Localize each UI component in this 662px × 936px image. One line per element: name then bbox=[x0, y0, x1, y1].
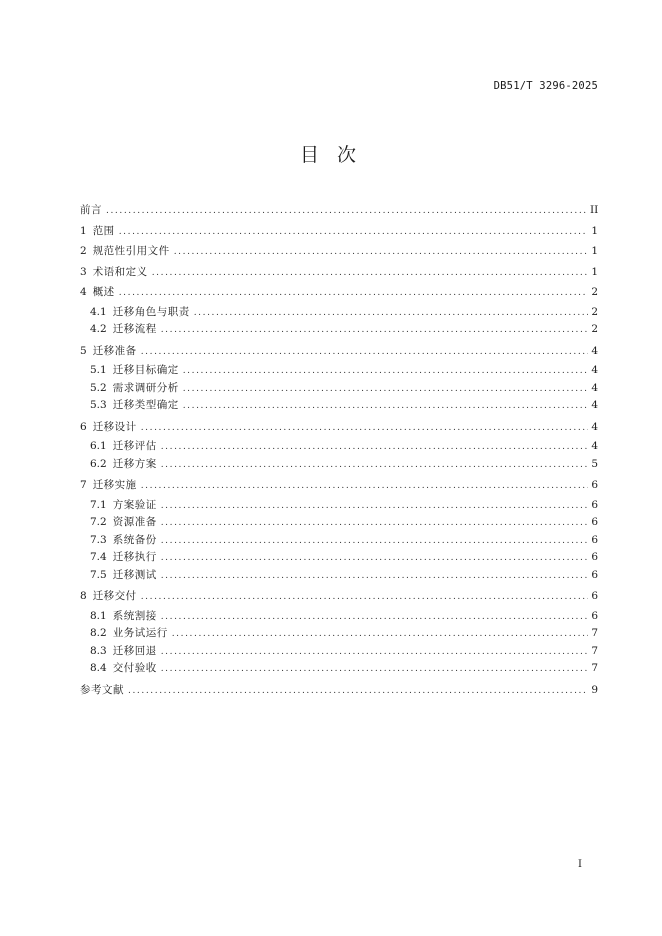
toc-entry-label: 前言 bbox=[80, 204, 102, 216]
toc-entry-page-number: 7 bbox=[591, 644, 598, 657]
toc-dot-leader bbox=[172, 626, 588, 644]
toc-entry-page-number: 6 bbox=[591, 533, 598, 546]
toc-entry-page-number: 4 bbox=[591, 440, 598, 452]
toc-entry-number: 2 bbox=[80, 245, 87, 257]
toc-entry[interactable] bbox=[80, 200, 598, 221]
toc-dot-leader bbox=[194, 305, 588, 323]
toc-entry[interactable] bbox=[80, 262, 598, 283]
toc-entry-label: 系统备份 bbox=[112, 533, 157, 546]
toc-entry[interactable] bbox=[80, 438, 598, 456]
toc-entry[interactable] bbox=[80, 680, 598, 701]
toc-entry-label: 方案验证 bbox=[112, 498, 157, 511]
toc-entry-number: 4 bbox=[80, 286, 87, 298]
toc-entry-page-number: 6 bbox=[591, 516, 598, 528]
toc-dot-leader bbox=[161, 498, 588, 516]
toc-entry[interactable] bbox=[80, 304, 598, 322]
toc-entry-label: 需求调研分析 bbox=[112, 381, 179, 394]
toc-entry[interactable] bbox=[80, 380, 598, 398]
toc-entry-label: 参考文献 bbox=[80, 683, 124, 696]
toc-entry-page-number: 2 bbox=[591, 286, 598, 298]
toc-entry-label: 规范性引用文件 bbox=[92, 245, 170, 257]
toc-entry-label: 迁移回退 bbox=[112, 644, 157, 657]
toc-dot-leader bbox=[141, 587, 588, 608]
toc-dot-leader bbox=[106, 201, 588, 222]
toc-dot-leader bbox=[183, 363, 588, 381]
toc-dot-leader bbox=[161, 457, 588, 475]
toc-entry-page-number: 4 bbox=[591, 381, 598, 394]
toc-entry-label: 交付验收 bbox=[112, 662, 157, 674]
toc-dot-leader bbox=[161, 322, 588, 340]
toc-entry-page-number: 9 bbox=[591, 683, 598, 696]
toc-entry-label: 迁移准备 bbox=[92, 344, 137, 357]
toc-entry-number: 8.1 bbox=[90, 609, 107, 622]
toc-entry-number: 4.1 bbox=[90, 305, 107, 318]
toc-entry-number: 8.2 bbox=[90, 627, 107, 639]
toc-entry-label: 迁移评估 bbox=[112, 440, 157, 452]
toc-entry[interactable] bbox=[80, 549, 598, 567]
toc-entry-page-number: 6 bbox=[591, 609, 598, 622]
toc-entry-page-number: II bbox=[590, 204, 599, 216]
toc-dot-leader bbox=[161, 550, 588, 568]
toc-entry-number: 8.3 bbox=[90, 644, 107, 657]
toc-entry-label: 业务试运行 bbox=[112, 627, 168, 639]
toc-entry-number: 3 bbox=[80, 265, 87, 278]
toc-dot-leader bbox=[161, 533, 588, 551]
toc-dot-leader bbox=[119, 283, 588, 304]
toc-entry-number: 5.3 bbox=[90, 399, 107, 411]
toc-entry-page-number: 7 bbox=[591, 662, 598, 674]
toc-dot-leader bbox=[141, 418, 588, 439]
toc-entry-page-number: 4 bbox=[591, 420, 598, 433]
toc-entry-page-number: 1 bbox=[591, 245, 598, 257]
toc-dot-leader bbox=[128, 681, 588, 702]
toc-entry[interactable] bbox=[80, 567, 598, 585]
toc-entry-page-number: 4 bbox=[591, 344, 598, 357]
toc-entry[interactable] bbox=[80, 221, 598, 242]
toc-entry-page-number: 6 bbox=[591, 590, 598, 602]
toc-entry[interactable] bbox=[80, 514, 598, 532]
toc-entry-label: 范围 bbox=[92, 224, 115, 237]
toc-entry-label: 迁移执行 bbox=[112, 551, 157, 563]
toc-entry-page-number: 2 bbox=[591, 323, 598, 335]
toc-entry-page-number: 1 bbox=[591, 265, 598, 278]
toc-entry-number: 7.2 bbox=[90, 516, 107, 528]
toc-entry-page-number: 5 bbox=[591, 457, 598, 470]
toc-dot-leader bbox=[119, 222, 588, 243]
toc-entry-number: 1 bbox=[80, 224, 87, 237]
toc-entry[interactable] bbox=[80, 475, 598, 496]
toc-entry-number: 5 bbox=[80, 344, 87, 357]
toc-entry-number: 5.1 bbox=[90, 364, 107, 376]
toc-dot-leader bbox=[141, 342, 588, 363]
toc-entry[interactable] bbox=[80, 341, 598, 362]
toc-dot-leader bbox=[183, 381, 588, 399]
toc-entry-number: 7.5 bbox=[90, 568, 107, 581]
toc-entry[interactable] bbox=[80, 497, 598, 515]
toc-dot-leader bbox=[161, 439, 588, 457]
document-code: DB51/T 3296-2025 bbox=[493, 80, 598, 92]
toc-dot-leader bbox=[183, 398, 588, 416]
toc-entry-label: 迁移类型确定 bbox=[112, 399, 179, 411]
toc-entry-label: 迁移方案 bbox=[112, 457, 157, 470]
toc-entry-label: 系统割接 bbox=[112, 609, 157, 622]
toc-entry-label: 资源准备 bbox=[112, 516, 157, 528]
toc-entry-number: 7.4 bbox=[90, 551, 107, 563]
toc-entry-number: 6 bbox=[80, 420, 87, 433]
toc-entry[interactable] bbox=[80, 321, 598, 339]
toc-entry-label: 迁移实施 bbox=[92, 479, 137, 491]
toc-dot-leader bbox=[174, 242, 588, 263]
toc-entry-number: 6.2 bbox=[90, 457, 107, 470]
toc-entry[interactable] bbox=[80, 532, 598, 550]
toc-entry-number: 6.1 bbox=[90, 440, 107, 452]
toc-dot-leader bbox=[161, 568, 588, 586]
toc-entry-page-number: 7 bbox=[591, 627, 598, 639]
toc-entry-label: 迁移设计 bbox=[92, 420, 137, 433]
toc-entry-number: 8 bbox=[80, 590, 87, 602]
toc-entry-label: 迁移流程 bbox=[112, 323, 157, 335]
toc-entry[interactable] bbox=[80, 586, 598, 607]
footer-page-number: I bbox=[578, 859, 582, 870]
toc-entry[interactable] bbox=[80, 608, 598, 626]
toc-entry-page-number: 6 bbox=[591, 551, 598, 563]
toc-entry-page-number: 6 bbox=[591, 498, 598, 511]
toc-entry-number: 5.2 bbox=[90, 381, 107, 394]
table-of-contents bbox=[80, 200, 598, 700]
toc-entry-number: 4.2 bbox=[90, 323, 107, 335]
toc-dot-leader bbox=[161, 661, 588, 679]
toc-entry-label: 迁移测试 bbox=[112, 568, 157, 581]
toc-dot-leader bbox=[141, 476, 588, 497]
toc-entry[interactable] bbox=[80, 625, 598, 643]
toc-entry-page-number: 6 bbox=[591, 568, 598, 581]
toc-entry-page-number: 6 bbox=[591, 479, 598, 491]
toc-dot-leader bbox=[161, 515, 588, 533]
toc-dot-leader bbox=[161, 609, 588, 627]
toc-dot-leader bbox=[161, 644, 588, 662]
toc-entry-number: 7.3 bbox=[90, 533, 107, 546]
toc-entry-page-number: 1 bbox=[591, 224, 598, 237]
toc-entry[interactable] bbox=[80, 417, 598, 438]
toc-entry[interactable] bbox=[80, 397, 598, 415]
toc-dot-leader bbox=[152, 263, 588, 284]
toc-entry-label: 术语和定义 bbox=[92, 265, 148, 278]
toc-entry-page-number: 2 bbox=[591, 305, 598, 318]
toc-entry[interactable] bbox=[80, 456, 598, 474]
toc-entry[interactable] bbox=[80, 362, 598, 380]
toc-entry-label: 迁移交付 bbox=[92, 590, 137, 602]
toc-entry-label: 迁移目标确定 bbox=[112, 364, 179, 376]
toc-entry-number: 7 bbox=[80, 479, 87, 491]
page-title: 目 次 bbox=[299, 144, 363, 166]
toc-entry-page-number: 4 bbox=[591, 399, 598, 411]
toc-entry-label: 概述 bbox=[92, 286, 115, 298]
toc-entry-number: 7.1 bbox=[90, 498, 107, 511]
toc-entry-label: 迁移角色与职责 bbox=[112, 305, 190, 318]
toc-entry[interactable] bbox=[80, 643, 598, 661]
toc-entry-number: 8.4 bbox=[90, 662, 107, 674]
toc-entry-page-number: 4 bbox=[591, 364, 598, 376]
toc-entry[interactable] bbox=[80, 241, 598, 262]
toc-entry[interactable] bbox=[80, 282, 598, 303]
toc-entry[interactable] bbox=[80, 660, 598, 678]
